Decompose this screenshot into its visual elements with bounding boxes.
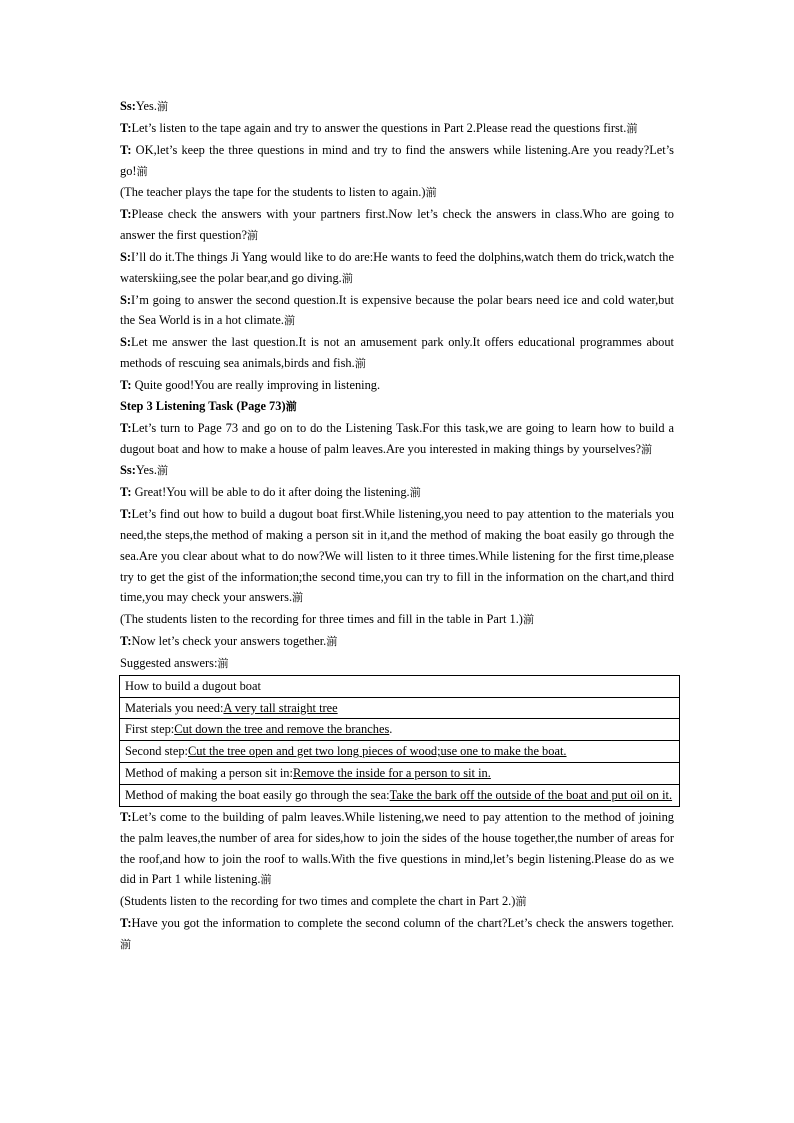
paragraph: Ss:Yes.湔 — [120, 463, 168, 478]
paragraph-mark: 湔 — [120, 937, 131, 951]
paragraph: S:Let me answer the last question.It is not an amusement park only.It offers educational programmes about methods of rescuing sea animals,birds and fish.湔 — [120, 335, 674, 371]
table-cell: Materials you need:A very tall straight tree — [120, 697, 680, 719]
paragraph-mark: 湔 — [156, 100, 168, 113]
table-cell: How to build a dugout boat — [120, 675, 680, 697]
table-row — [120, 675, 680, 697]
paragraph: T:Let’s turn to Page 73 and go on to do the Listening Task.For this task,we are going to learn how to build a dugout boat and how to make a house of palm leaves.Are you interested in making things by yourselves?湔 — [120, 420, 674, 456]
paragraph-mark: 湔 — [285, 399, 297, 413]
paragraph-mark: 湔 — [156, 464, 168, 478]
table-row — [120, 697, 680, 719]
paragraph-mark: 湔 — [283, 314, 295, 328]
answer-text: Remove the inside for a person to sit in. — [292, 766, 491, 781]
paragraph-mark: 湔 — [246, 229, 258, 243]
paragraph-mark: 湔 — [425, 186, 437, 200]
table-row — [120, 741, 680, 763]
paragraph-mark: 湔 — [217, 656, 229, 670]
paragraph: S:I’m going to answer the second question.It is expensive because the polar bears need ice and cold water,but the Sea World is in a hot climate.湔 — [120, 292, 674, 328]
paragraph: T: OK,let’s keep the three questions in mind and try to find the answers while listening.Are you ready?Let’s go!湔 — [120, 142, 674, 178]
table-cell: Method of making the boat easily go through the sea:Take the bark off the outside of the boat and put oil on it. — [120, 785, 680, 807]
paragraph: Ss:Yes.湔 — [120, 99, 168, 113]
paragraph: (The teacher plays the tape for the students to listen to again.)湔 — [120, 185, 437, 200]
table-row — [120, 719, 680, 741]
paragraph: S:I’ll do it.The things Ji Yang would like to do are:He wants to feed the dolphins,watch them do trick,watch the waterskiing,see the polar bear,and go diving.湔 — [120, 249, 674, 285]
paragraph-mark: 湔 — [136, 164, 148, 178]
paragraph-mark: 湔 — [522, 613, 534, 627]
paragraph: T:Now let’s check your answers together.湔 — [120, 634, 338, 649]
paragraph: T: Quite good!You are really improving in listening. — [120, 377, 381, 392]
answer-text: Cut down the tree and remove the branches — [174, 722, 390, 737]
answer-text: Cut the tree open and get two long pieces of wood;use one to make the boat. — [187, 744, 567, 759]
paragraph-mark: 湔 — [515, 895, 527, 909]
document-page — [120, 96, 674, 956]
paragraph: T: Great!You will be able to do it after doing the listening.湔 — [120, 485, 421, 500]
paragraph-mark: 湔 — [341, 271, 353, 285]
paragraph-mark: 湔 — [626, 121, 638, 135]
paragraph-mark: 湔 — [326, 635, 338, 649]
table-cell: Second step:Cut the tree open and get two long pieces of wood;use one to make the boat. — [120, 741, 680, 763]
step-heading: Step 3 Listening Task (Page 73)湔 — [120, 398, 297, 413]
paragraph-mark: 湔 — [292, 591, 304, 605]
paragraph-mark: 湔 — [260, 873, 272, 887]
paragraph: Suggested answers:湔 — [120, 655, 229, 670]
paragraph: T:Have you got the information to complete the second column of the chart?Let’s check the answers together.湔 — [120, 916, 674, 951]
table-row — [120, 763, 680, 785]
paragraph-mark: 湔 — [409, 486, 421, 500]
table-cell: Method of making a person sit in:Remove the inside for a person to sit in. — [120, 763, 680, 785]
paragraph: (Students listen to the recording for two times and complete the chart in Part 2.)湔 — [120, 894, 527, 909]
paragraph: T:Let’s listen to the tape again and try to answer the questions in Part 2.Please read the questions first.湔 — [120, 120, 638, 135]
paragraph: T:Let’s come to the building of palm leaves.While listening,we need to pay attention to the method of joining the palm leaves,the number of area for sides,how to join the sides of the house together,the number of areas for the roof,and how to join the roof to walls.With the five questions in mind,let’s begin listening.Please do as we did in Part 1 while listening.湔 — [120, 809, 674, 887]
paragraph: T:Let’s find out how to build a dugout boat first.While listening,you need to pay attention to the materials you need,the steps,the method of making a person sit in it,and the method of making the boat easily go through the sea.Are you clear about what to do now?We will listen to it three times.While listening for the first time,please try to get the gist of the information;the second time,you can try to fill in the information on the chart,and third time,you may check your answers.湔 — [120, 507, 674, 605]
paragraph-mark: 湔 — [640, 442, 652, 456]
paragraph: (The students listen to the recording for three times and fill in the table in Part 1.)湔 — [120, 612, 534, 627]
table-row — [120, 785, 680, 807]
answers-table — [119, 675, 680, 807]
answer-text: Take the bark off the outside of the boat and put oil on it. — [389, 788, 673, 802]
table-cell: First step:Cut down the tree and remove the branches. — [120, 719, 680, 741]
answer-text: A very tall straight tree — [223, 700, 338, 715]
paragraph: T:Please check the answers with your partners first.Now let’s check the answers in class.Who are going to answer the first question?湔 — [120, 207, 674, 243]
paragraph-mark: 湔 — [354, 357, 366, 371]
